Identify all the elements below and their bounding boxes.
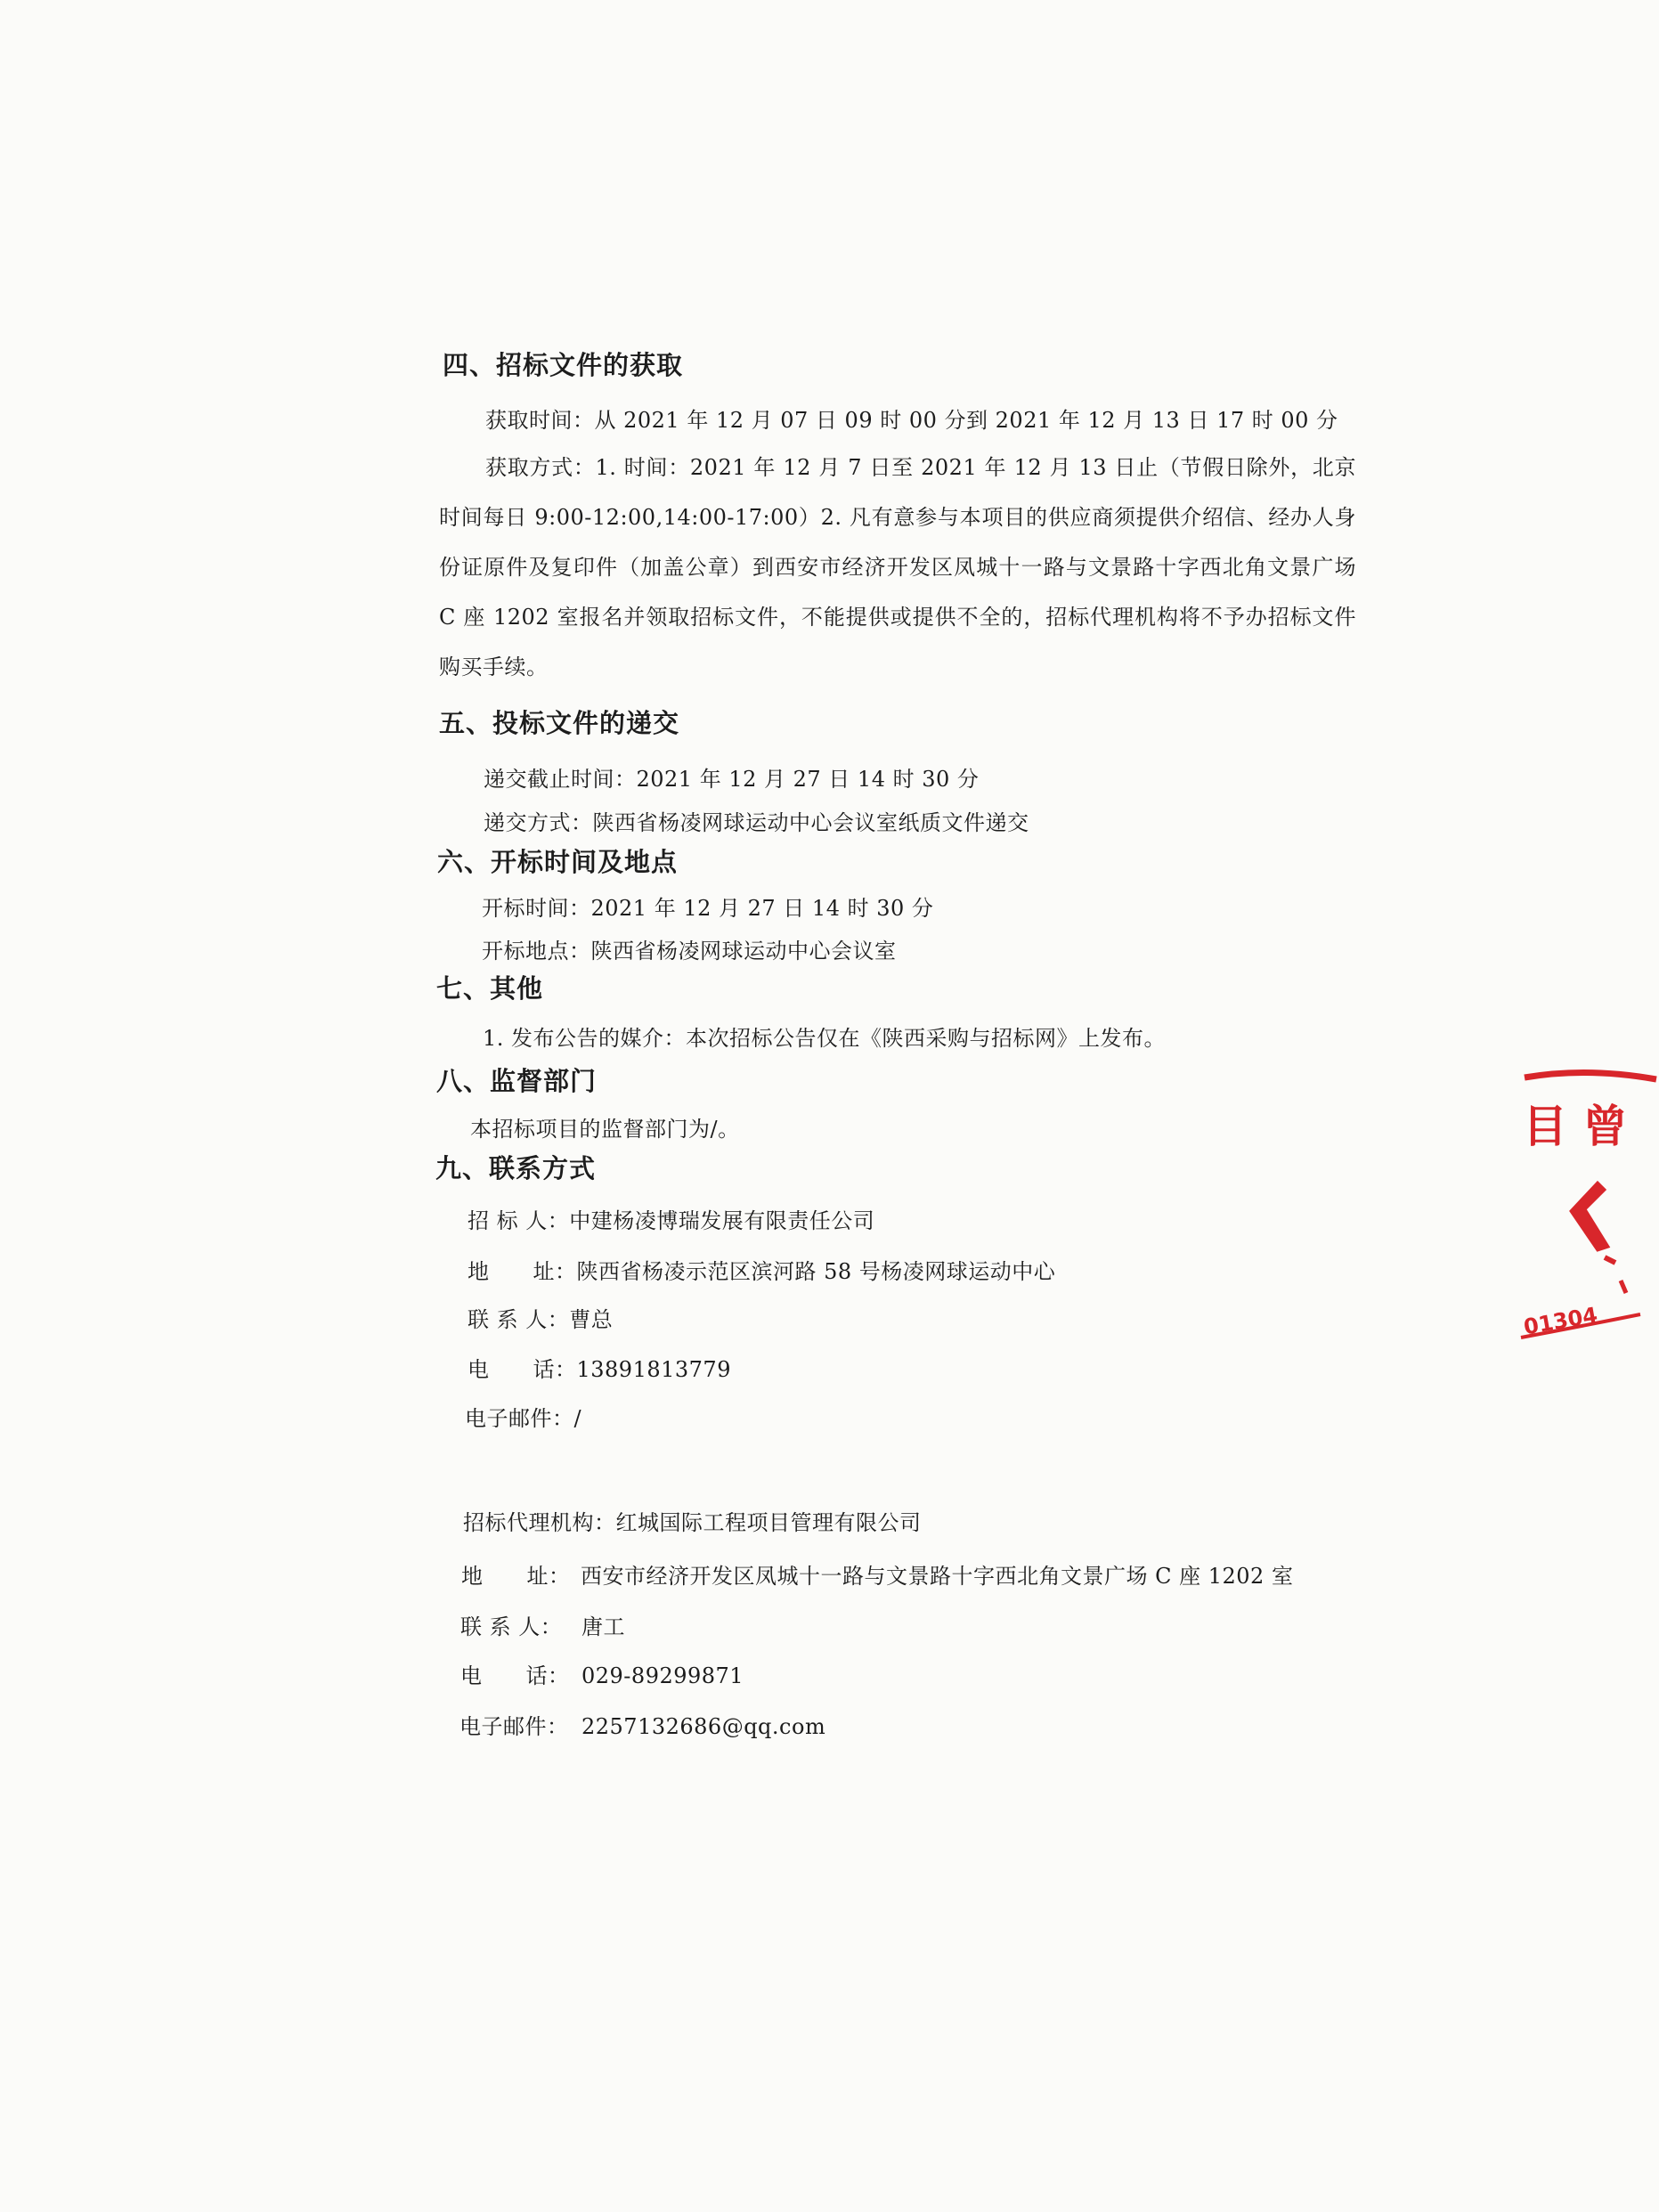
tenderer-contact: [468, 1302, 613, 1333]
section-7-heading: 七、其他: [436, 973, 544, 1004]
publish-media: 1. 发布公告的媒介：本次招标公告仅在《陕西采购与招标网》上发布。: [483, 1026, 1167, 1051]
agency-phone-label: 电 话：: [460, 1663, 570, 1688]
tenderer-email-label: 电子邮件：: [465, 1406, 574, 1431]
company-seal: [1516, 1060, 1659, 1354]
agency-phone-value: 029-89299871: [581, 1663, 744, 1688]
tenderer-name-value: 中建杨凌博瑞发展有限责任公司: [569, 1208, 875, 1233]
acquire-time: 获取时间：从 2021 年 12 月 07 日 09 时 00 分到 2021 年 12 月 13 日 17 时 00 分: [485, 408, 1338, 433]
supervision-text: 本招标项目的监督部门为/。: [470, 1117, 740, 1142]
agency-address-label: 地 址：: [461, 1564, 571, 1589]
agency-email: [459, 1709, 825, 1740]
tenderer-address-value: 陕西省杨凌示范区滨河路 58 号杨凌网球运动中心: [576, 1259, 1056, 1284]
agency-email-label: 电子邮件：: [459, 1714, 569, 1739]
section-4-heading: 四、招标文件的获取: [443, 350, 684, 380]
agency-address-value: 西安市经济开发区凤城十一路与文景路十字西北角文景广场 C 座 1202 室: [581, 1564, 1294, 1589]
tenderer-contact-value: 曹总: [569, 1307, 614, 1332]
agency-contact-label: 联 系 人：: [460, 1614, 563, 1639]
agency-contact: [460, 1609, 625, 1640]
tenderer-address-label: 地 址：: [468, 1259, 577, 1284]
tenderer-address: [468, 1254, 1055, 1285]
acquire-method: 获取方式：1. 时间：2021 年 12 月 7 日至 2021 年 12 月 13 日止（节假日除外，北京时间每日 9:00-12:00,14:00-17:00）2. 凡有意参与本项目的供应商须提供介绍信、经办人身份证原件及复印件（加盖公章）到西安市经济开发区凤城十一路与文景路十字西北角文景广场 C 座 1202 室报名并领取招标文件，不能提供或提供不全的，招标代理机构将不予办招标文件购买手续。: [439, 455, 1356, 679]
agency-name: [463, 1505, 922, 1536]
section-8-heading: 八、监督部门: [436, 1066, 598, 1096]
tenderer-phone-label: 电 话：: [468, 1357, 577, 1382]
tenderer-phone: [468, 1352, 731, 1383]
agency-name-value: 红城国际工程项目管理有限公司: [615, 1510, 922, 1535]
agency-address: [461, 1558, 1293, 1590]
tenderer-name: [468, 1203, 874, 1234]
submit-deadline: 递交截止时间：2021 年 12 月 27 日 14 时 30 分: [484, 767, 980, 792]
tenderer-name-label: 招 标 人：: [468, 1208, 570, 1233]
agency-contact-value: 唐工: [581, 1614, 625, 1639]
opening-time: 开标时间：2021 年 12 月 27 日 14 时 30 分: [482, 896, 934, 921]
tenderer-phone-value: 13891813779: [576, 1357, 731, 1382]
opening-place: 开标地点：陕西省杨凌网球运动中心会议室: [482, 939, 897, 964]
seal-number: 01304: [1521, 1302, 1600, 1340]
tenderer-contact-label: 联 系 人：: [468, 1307, 570, 1332]
agency-phone: [460, 1658, 744, 1689]
submit-method: 递交方式：陕西省杨凌网球运动中心会议室纸质文件递交: [484, 810, 1029, 835]
section-5-heading: 五、投标文件的递交: [439, 708, 680, 738]
tenderer-email: [465, 1401, 581, 1432]
agency-name-label: 招标代理机构：: [463, 1510, 616, 1535]
tenderer-email-value: /: [573, 1406, 582, 1431]
seal-chars: 目 曾: [1523, 1101, 1628, 1152]
agency-email-value: 2257132686@qq.com: [581, 1714, 826, 1739]
section-9-heading: 九、联系方式: [435, 1153, 597, 1183]
section-6-heading: 六、开标时间及地点: [437, 847, 679, 877]
